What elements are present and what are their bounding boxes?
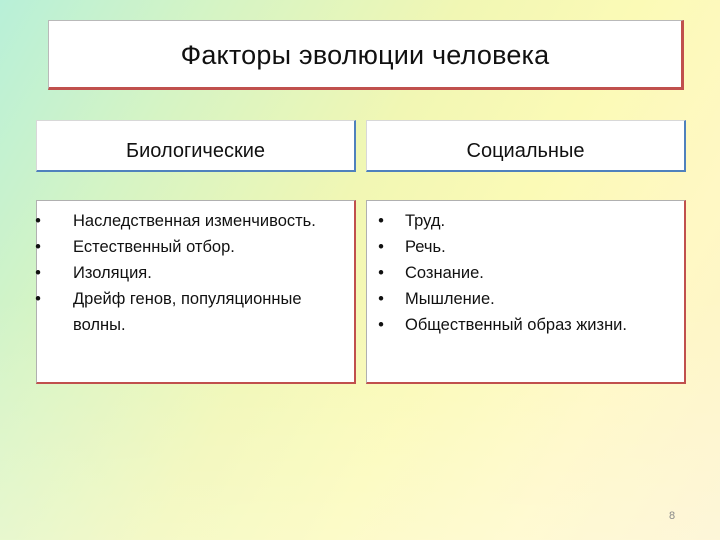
list-item bbox=[37, 286, 350, 338]
list-item bbox=[37, 208, 350, 234]
biological-header-box bbox=[36, 120, 356, 172]
bullet-icon: • bbox=[378, 212, 384, 230]
bullet-icon: • bbox=[35, 290, 41, 308]
list-item-text: Изоляция. bbox=[73, 264, 152, 282]
list-item bbox=[367, 286, 680, 312]
bullet-icon: • bbox=[378, 290, 384, 308]
list-item bbox=[37, 260, 350, 286]
list-item bbox=[367, 260, 680, 286]
bullet-icon: • bbox=[378, 238, 384, 256]
bullet-icon: • bbox=[35, 212, 41, 230]
bullet-icon: • bbox=[378, 316, 384, 334]
list-item-text: Общественный образ жизни. bbox=[405, 316, 627, 334]
social-header-box bbox=[366, 120, 686, 172]
list-item-text: Наследственная изменчивость. bbox=[73, 212, 316, 230]
list-item bbox=[367, 312, 680, 338]
title-box bbox=[48, 20, 684, 90]
slide-title: Факторы эволюции человека bbox=[180, 39, 550, 70]
bullet-icon: • bbox=[35, 264, 41, 282]
list-item-text: Мышление. bbox=[405, 290, 495, 308]
bullet-icon: • bbox=[35, 238, 41, 256]
page-number: 8 bbox=[669, 510, 676, 522]
list-item bbox=[367, 208, 680, 234]
list-item bbox=[367, 234, 680, 260]
biological-header: Биологические bbox=[125, 140, 266, 162]
bullet-icon: • bbox=[378, 264, 384, 282]
list-item-text: Труд. bbox=[405, 212, 446, 230]
biological-list-box bbox=[36, 200, 356, 384]
list-item-text: Естественный отбор. bbox=[73, 238, 235, 256]
list-item-text: Сознание. bbox=[405, 264, 484, 282]
list-item-text: Дрейф генов, популяционные волны. bbox=[73, 290, 302, 334]
social-list bbox=[367, 208, 680, 338]
social-header: Социальные bbox=[466, 140, 585, 162]
biological-list bbox=[37, 208, 350, 338]
social-list-box bbox=[366, 200, 686, 384]
list-item-text: Речь. bbox=[405, 238, 446, 256]
list-item bbox=[37, 234, 350, 260]
